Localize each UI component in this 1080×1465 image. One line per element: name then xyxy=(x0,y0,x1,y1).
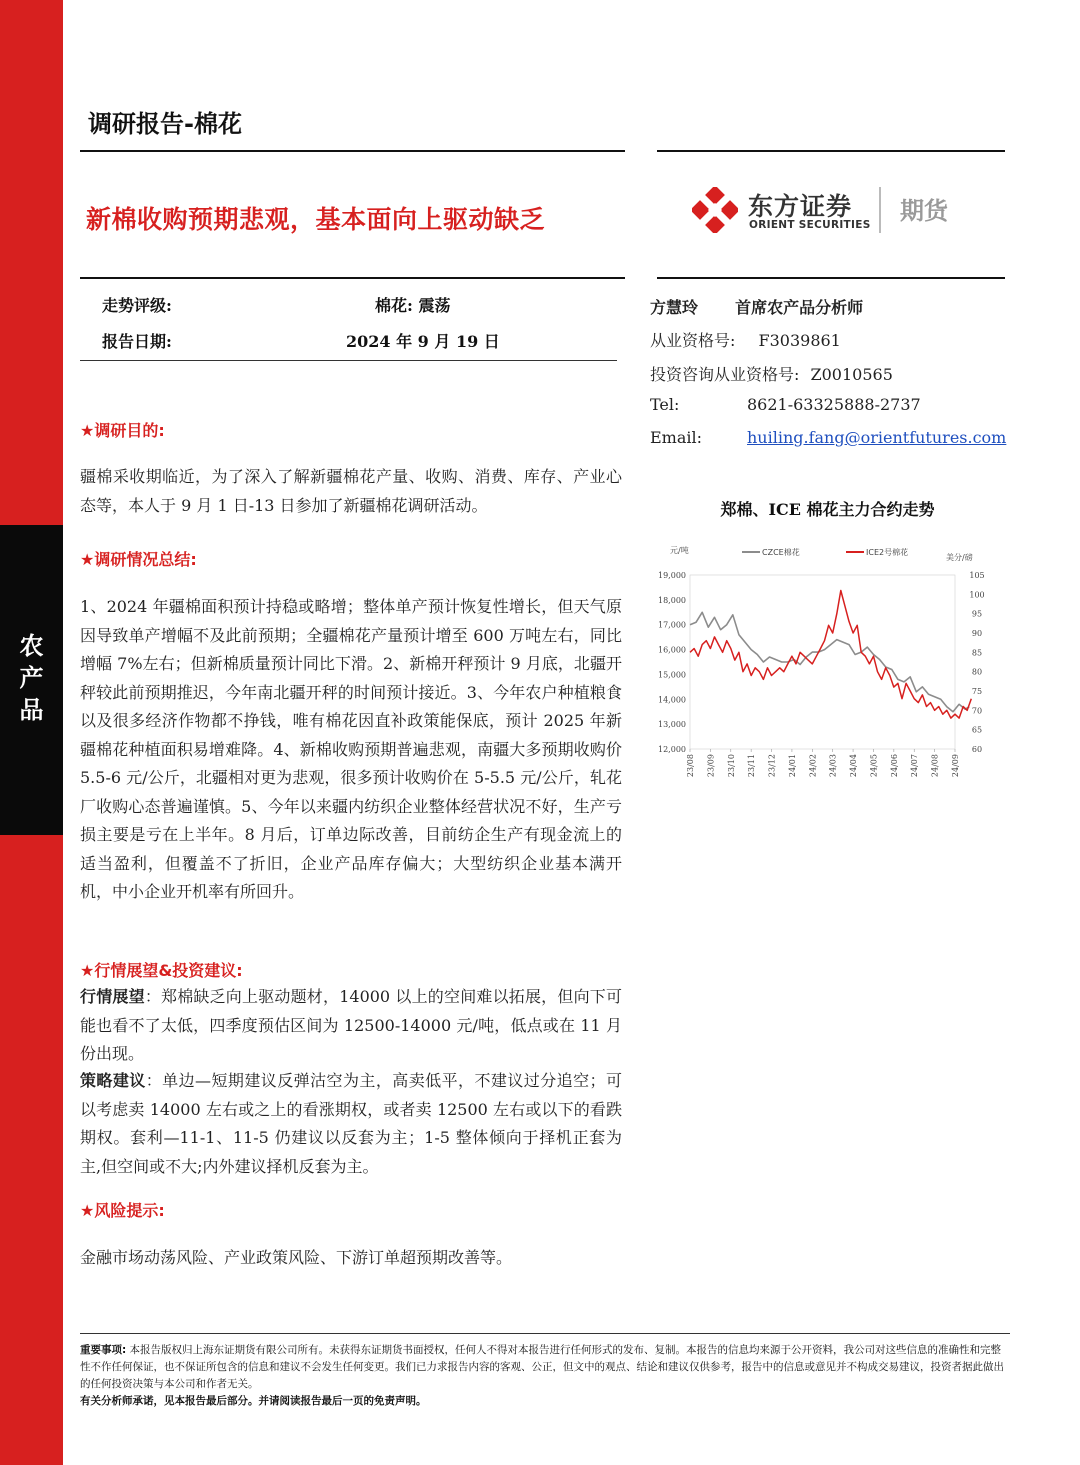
meta-rule-bottom xyxy=(80,360,617,361)
outlook-paragraph xyxy=(80,983,622,1069)
email-label: Email: xyxy=(650,428,703,447)
tel-label: Tel: xyxy=(650,395,680,414)
x-tick-label: 24/07 xyxy=(910,754,920,778)
purpose-text: 疆棉采收期临近，为了深入了解新疆棉花产量、收购、消费、库存、产业心态等，本人于 9 月 1 日-13 日参加了新疆棉花调研活动。 xyxy=(80,467,622,515)
summary-title: ★调研情况总结: xyxy=(80,550,197,569)
purpose-title: ★调研目的: xyxy=(80,421,165,440)
logo-futures-label: 期货 xyxy=(900,197,948,225)
right-tick-label: 75 xyxy=(971,687,983,696)
x-tick-label: 23/08 xyxy=(686,754,695,778)
left-tick-label: 15,000 xyxy=(658,670,686,680)
strategy-paragraph xyxy=(80,1067,622,1181)
left-tick-label: 13,000 xyxy=(658,720,686,730)
logo-english-name: ORIENT SECURITIES xyxy=(749,219,871,231)
company-logo xyxy=(692,185,962,237)
rating-value: 棉花: 震荡 xyxy=(375,296,451,315)
email-link[interactable]: huiling.fang@orientfutures.com xyxy=(747,428,1007,447)
x-tick-label: 24/05 xyxy=(869,754,879,778)
strategy-text: ：单边—短期建议反弹沽空为主，高卖低平，不建议过分追空；可以考虑卖 14000 左右或之上的看涨期权，或者卖 12500 左右或以下的看跌期权。套利—11-1、11-5 仍建议以反套为主；1-5 整体倾向于择机正套为主,但空间或不大;内外建议择机反套为主。 xyxy=(80,1071,622,1176)
legend-label-czce: CZCE棉花 xyxy=(762,548,800,557)
orient-logo-icon xyxy=(692,187,738,233)
sidebar-char-3: 品 xyxy=(19,696,44,724)
right-tick-label: 100 xyxy=(969,590,985,600)
analyst-rule-top xyxy=(657,277,1005,279)
left-tick-label: 14,000 xyxy=(658,695,686,705)
plot-frame xyxy=(690,575,955,749)
right-tick-label: 60 xyxy=(971,745,983,754)
left-tick-label: 18,000 xyxy=(658,595,686,605)
date-label: 报告日期: xyxy=(102,332,172,351)
x-tick-label: 24/01 xyxy=(787,754,797,778)
outlook-label: 行情展望 xyxy=(80,987,145,1006)
x-tick-label: 23/10 xyxy=(726,754,736,778)
disclaimer xyxy=(80,1342,1010,1410)
logo-divider xyxy=(879,187,881,233)
qualification-label: 从业资格号: xyxy=(650,331,736,350)
header-rule-left xyxy=(80,150,625,152)
tel-row xyxy=(650,395,679,414)
chart-title: 郑棉、ICE 棉花主力合约走势 xyxy=(720,500,935,519)
qualification-row xyxy=(650,328,841,351)
x-tick-label: 24/08 xyxy=(930,754,940,778)
email-row xyxy=(650,428,702,447)
sidebar-char-2: 产 xyxy=(19,664,44,692)
meta-rule-top xyxy=(80,277,625,279)
footer-rule xyxy=(80,1333,1010,1334)
sidebar-category-label xyxy=(0,630,63,726)
consult-value: Z0010565 xyxy=(810,365,893,384)
summary-text: 1、2024 年疆棉面积预计持稳或略增；整体单产预计恢复性增长，但天气原因导致单产增幅不及此前预期；全疆棉花产量预计增至 600 万吨左右，同比增幅 7%左右；但新棉质量预计同比下滑。2、新棉开秤预计 9 月底，北疆开秤较此前预期推迟，今年南北疆开秤的时间预计接近。3、今年农户种植粮食以及很多经济作物都不挣钱，唯有棉花因直补政策能保底，预计 2025 年新疆棉花种植面积易增难降。4、新棉收购预期普遍悲观，南疆大多预期收购价 5.5-6 元/公斤，北疆相对更为悲观，很多预计收购价在 5-5.5 元/公斤，轧花厂收购心态普遍谨慎。5、今年以来疆内纺织企业整体经营状况不好，生产亏损主要是亏在上半年。8 月后，订单边际改善，目前纺企生产有现金流上的适当盈利，但覆盖不了折旧，企业产品库存偏大；大型纺织企业基本满开机，中小企业开机率有所回升。 xyxy=(80,597,622,901)
right-tick-label: 65 xyxy=(971,725,983,735)
analyst-name-row xyxy=(650,295,863,318)
x-tick-label: 24/06 xyxy=(889,754,899,778)
analyst-name: 方慧玲 xyxy=(650,298,699,317)
x-tick-label: 24/09 xyxy=(951,754,960,778)
x-tick-label: 24/03 xyxy=(828,754,838,778)
x-tick-label: 23/12 xyxy=(767,754,777,778)
tel-value: 8621-63325888-2737 xyxy=(747,395,921,414)
report-type: 调研报告-棉花 xyxy=(88,110,242,138)
right-tick-label: 90 xyxy=(971,629,983,638)
right-tick-label: 95 xyxy=(971,609,983,619)
qualification-value: F3039861 xyxy=(758,331,841,350)
strategy-label: 策略建议 xyxy=(80,1071,146,1090)
left-tick-label: 16,000 xyxy=(658,645,686,655)
rating-label: 走势评级: xyxy=(102,296,172,315)
x-tick-label: 23/11 xyxy=(747,754,757,778)
disclaimer-text: 重要事项: 本报告版权归上海东证期货有限公司所有。未获得东证期货书面授权，任何人不得对本报告进行任何形式的发布、复制。本报告的信息均来源于公开资料，我公司对这些信息的准确性和完整性不作任何保证，也不保证所包含的信息和建议不会发生任何变更。我们已力求报告内容的客观、公正，但文中的观点、结论和建议仅供参考，报告中的信息或意见并不构成交易建议，投资者据此做出的任何投资决策与本公司和作者无关。 xyxy=(80,1344,1004,1390)
price-chart xyxy=(650,535,1005,800)
right-tick-label: 85 xyxy=(971,648,983,658)
logo-chinese-name: 东方证券 xyxy=(748,192,853,221)
left-tick-label: 17,000 xyxy=(658,620,686,630)
left-axis-unit: 元/吨 xyxy=(670,546,689,555)
outlook-text: ：郑棉缺乏向上驱动题材，14000 以上的空间难以拓展，但向下可能也看不了太低，四季度预估区间为 12500-14000 元/吨，低点或在 11 月份出现。 xyxy=(80,987,622,1063)
analyst-title: 首席农产品分析师 xyxy=(735,298,864,317)
legend-label-ice: ICE2号棉花 xyxy=(866,548,909,557)
report-headline: 新棉收购预期悲观，基本面向上驱动缺乏 xyxy=(86,205,546,234)
right-axis-unit: 美分/磅 xyxy=(946,553,973,562)
consult-label: 投资咨询从业资格号: xyxy=(650,365,800,384)
left-tick-label: 12,000 xyxy=(658,745,686,754)
right-tick-label: 105 xyxy=(969,571,985,580)
series-line-ice xyxy=(690,591,971,719)
x-tick-label: 24/02 xyxy=(808,754,818,778)
x-tick-label: 23/09 xyxy=(706,754,716,778)
risk-title: ★风险提示: xyxy=(80,1201,165,1220)
consult-row xyxy=(650,362,893,385)
outlook-title: ★行情展望&投资建议: xyxy=(80,961,243,980)
disclaimer-note: 有关分析师承诺，见本报告最后部分。并请阅读报告最后一页的免责声明。 xyxy=(80,1395,427,1407)
left-tick-label: 19,000 xyxy=(658,571,686,580)
risk-text: 金融市场动荡风险、产业政策风险、下游订单超预期改善等。 xyxy=(80,1248,513,1267)
x-tick-label: 24/04 xyxy=(849,754,859,778)
right-tick-label: 70 xyxy=(971,706,983,716)
sidebar-char-1: 农 xyxy=(19,632,44,660)
header-rule-right xyxy=(657,150,1005,152)
date-value: 2024 年 9 月 19 日 xyxy=(346,332,500,351)
right-tick-label: 80 xyxy=(971,667,983,677)
